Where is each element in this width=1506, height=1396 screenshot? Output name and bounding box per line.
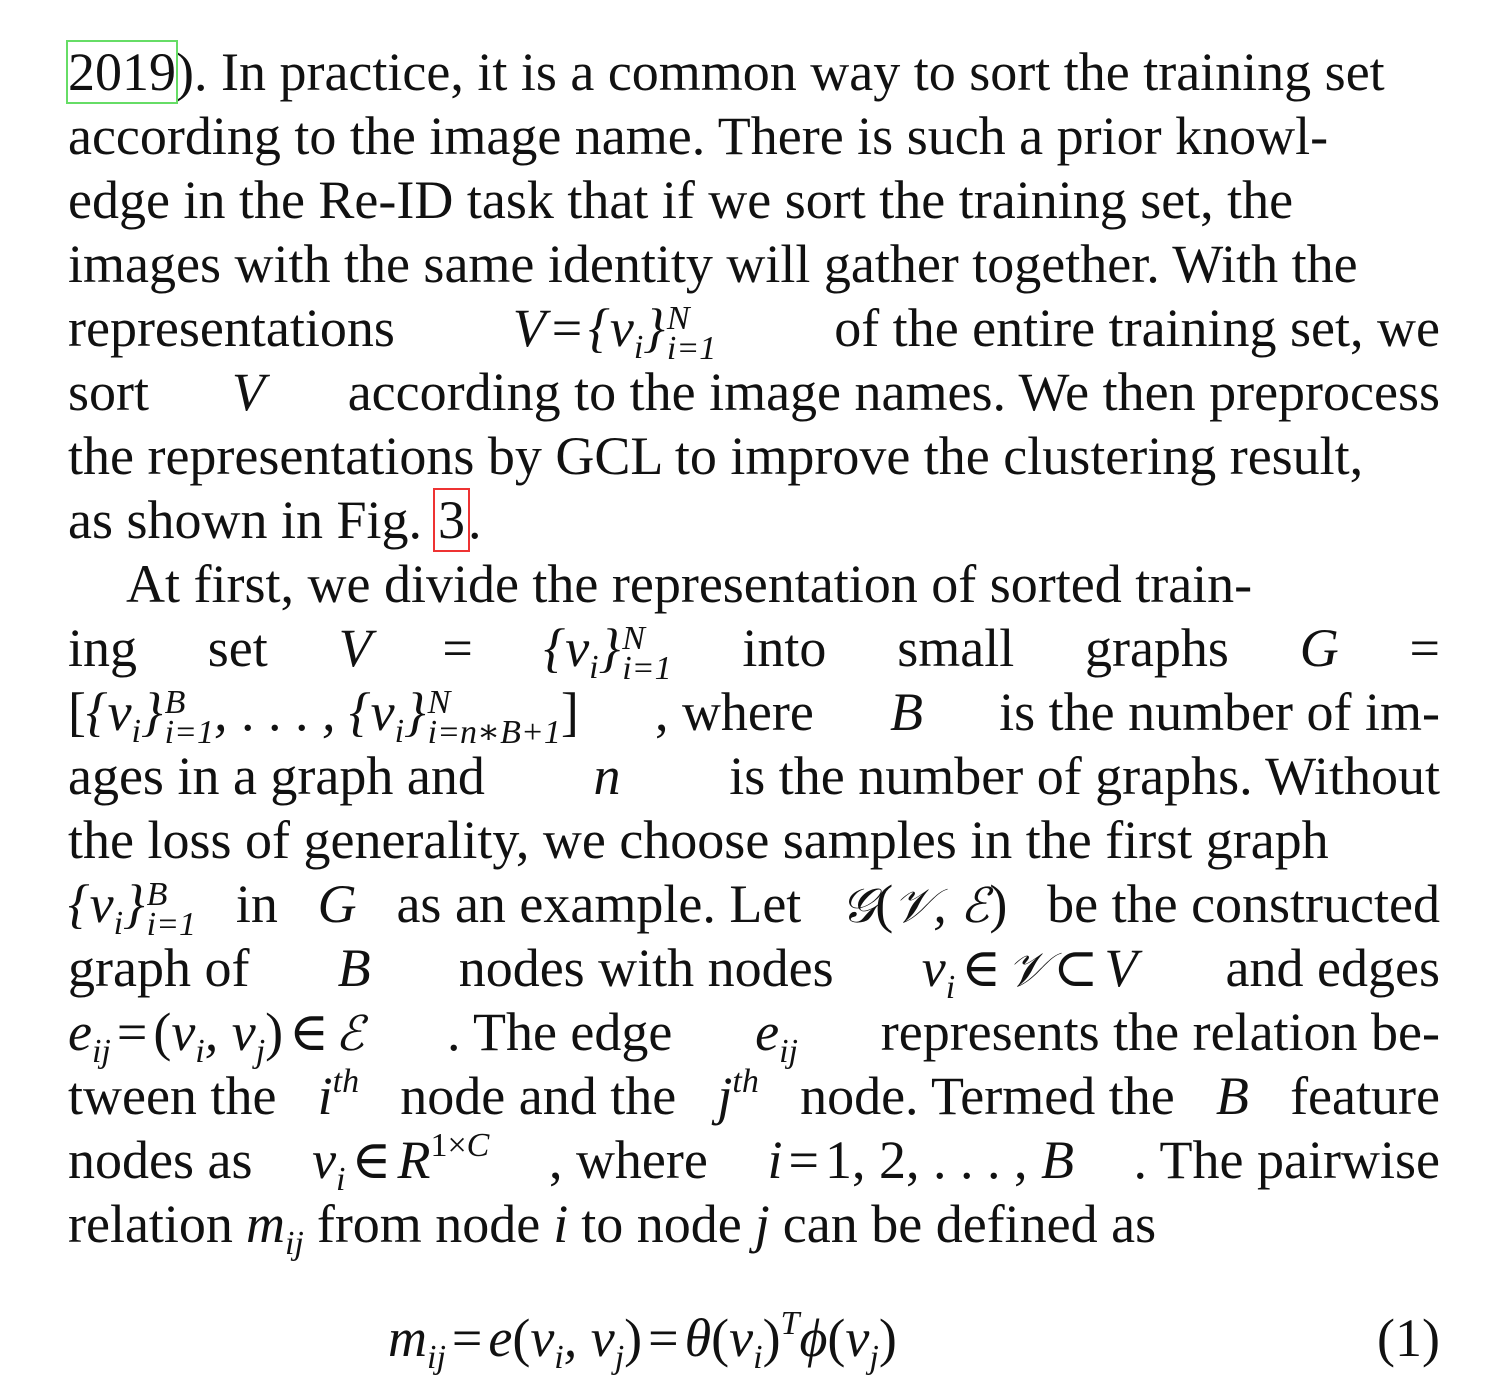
text-line: images with the same identity will gather together. With the: [68, 234, 1358, 294]
text-span: into: [742, 618, 827, 678]
text-span: graph of: [68, 938, 250, 998]
text-line: [68, 40, 1440, 104]
text-span: as shown in Fig.: [68, 490, 423, 550]
math-inline: G: [1299, 618, 1339, 678]
math-inline: $\{v_i\}$ B i=1: [68, 874, 197, 943]
text-span: representations: [68, 298, 395, 358]
text-line: the representations by GCL to improve the clustering result,: [68, 426, 1364, 486]
text-span: tween the: [68, 1066, 277, 1126]
text-line: [68, 680, 1440, 751]
math-inline: =: [1409, 618, 1440, 678]
math-inline: $v_i$ ∈ 𝒱 ⊂ V: [921, 938, 1138, 1006]
text-span: , where: [548, 1130, 708, 1190]
text-span: node and the: [400, 1066, 677, 1126]
math-inline: $V = \{v_i\}$ N i=1: [512, 298, 717, 367]
math-inline: $\{v_i\}$ N i=1: [543, 618, 672, 687]
math-inline: 𝒢(𝒱, ℰ): [841, 874, 1008, 934]
math-inline: B: [337, 938, 371, 998]
text-line: [68, 1192, 1440, 1262]
math-inline: $e_{ij} = (v_i$, $v_j$) ∈ ℰ: [68, 1002, 365, 1070]
math-inline: n: [593, 746, 621, 806]
text-line: [68, 1127, 1440, 1198]
text-span: to node: [581, 1194, 742, 1254]
equation-display: $m_{ij} = e(v_i$, $v_j) = \theta(v_i)^T\phi(v_j)$: [388, 1305, 897, 1376]
text-span: and edges: [1225, 938, 1440, 998]
text-span: as an example. Let: [396, 874, 802, 934]
math-inline: V: [231, 362, 265, 422]
text-line: [68, 872, 1440, 943]
text-span: represents the relation be-: [880, 1002, 1440, 1062]
text-line: [68, 744, 1440, 808]
text-span: from node: [316, 1194, 541, 1254]
text-line: [68, 1000, 1440, 1070]
text-span: ages in a graph and: [68, 746, 485, 806]
text-span: small: [897, 618, 1015, 678]
text-span: sort: [68, 362, 149, 422]
math-inline: $m_{ij}$: [245, 1194, 304, 1262]
math-inline: [$\{v_i\}$ B i=1 , . . . , $\{v_i\}$ N i=n∗B+1 ]: [68, 682, 579, 751]
text-span: graphs: [1084, 618, 1229, 678]
text-line: [68, 1064, 1440, 1128]
text-span: be the constructed: [1047, 874, 1440, 934]
math-inline: $i^{th}$: [317, 1063, 360, 1126]
math-inline: i = 1, 2, . . . , B: [767, 1130, 1074, 1190]
text-span: feature: [1290, 1066, 1440, 1126]
equation-number: (1): [1377, 1308, 1440, 1368]
text-span: . The pairwise: [1133, 1130, 1440, 1190]
math-inline: G: [317, 874, 357, 934]
text-span: .: [468, 490, 482, 550]
math-inline: $v_i$ ∈ $R^{1\times C}$: [312, 1127, 490, 1198]
text-span: can be defined as: [782, 1194, 1157, 1254]
text-line: At first, we divide the representation of sorted train-: [126, 554, 1253, 614]
text-span: of the entire training set, we: [834, 298, 1440, 358]
math-inline: $j^{th}$: [717, 1063, 759, 1126]
text-line: [68, 296, 1440, 367]
text-span: is the number of graphs. Without: [729, 746, 1440, 806]
text-span: node. Termed the: [800, 1066, 1175, 1126]
text-span: ing: [68, 618, 138, 678]
figure-link[interactable]: 3: [435, 490, 468, 550]
math-inline: =: [442, 618, 473, 678]
text-span: is the number of im-: [999, 682, 1440, 742]
math-inline: B: [1215, 1066, 1249, 1126]
text-span: nodes as: [68, 1130, 253, 1190]
text-span: according to the image names. We then preprocess: [347, 362, 1440, 422]
text-line: according to the image name. There is such a prior knowl-: [68, 106, 1329, 166]
text-span: , where: [654, 682, 814, 742]
text-span: relation: [68, 1194, 233, 1254]
math-inline: B: [889, 682, 923, 742]
math-inline: V: [338, 618, 372, 678]
text-span: nodes with nodes: [458, 938, 834, 998]
text-span: set: [207, 618, 268, 678]
text-line: edge in the Re-ID task that if we sort the training set, the: [68, 170, 1294, 230]
text-line: [68, 360, 1440, 424]
math-inline: j: [754, 1194, 770, 1254]
math-inline: i: [553, 1194, 569, 1254]
text-span: in: [235, 874, 278, 934]
text-line: [68, 488, 1440, 552]
text-line: [68, 616, 1440, 687]
text-span: ). In practice, it is a common way to sort the training set: [176, 42, 1385, 102]
citation-link[interactable]: 2019: [68, 42, 176, 102]
text-line: the loss of generality, we choose samples in the first graph: [68, 810, 1329, 870]
math-inline: $e_{ij}$: [755, 1002, 798, 1070]
text-line: [68, 936, 1440, 1006]
text-span: . The edge: [446, 1002, 673, 1062]
